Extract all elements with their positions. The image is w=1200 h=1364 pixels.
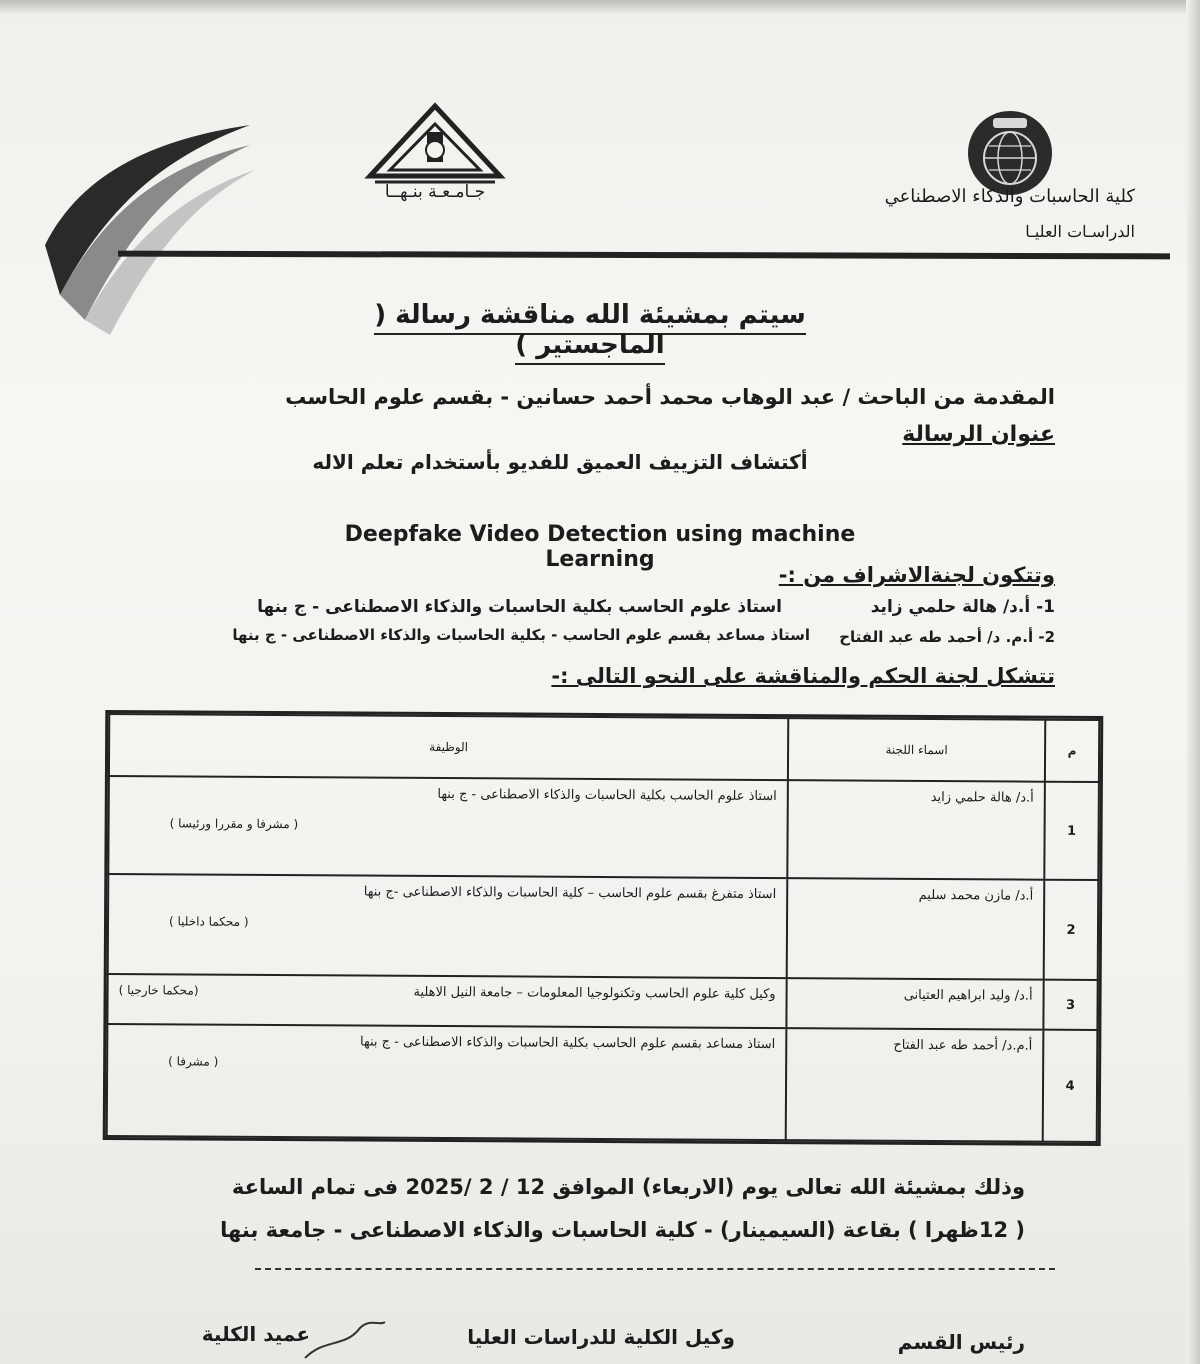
supervision-heading: وتتكون لجنةالاشراف من :- bbox=[778, 563, 1055, 587]
examination-heading: تتشكل لجنة الحكم والمناقشة على النحو التالى :- bbox=[551, 664, 1055, 688]
table-row bbox=[108, 874, 1099, 980]
row-name: أ.د/ مازن محمد سليم bbox=[787, 878, 1045, 980]
supervisor-2-role: استاذ مساعد بقسم علوم الحاسب - بكلية الحاسبات والذكاء الاصطناعى - ج بنها bbox=[232, 626, 810, 644]
header-divider bbox=[118, 251, 1170, 260]
table-row bbox=[107, 1024, 1098, 1142]
header-num: م bbox=[1045, 720, 1099, 782]
examination-committee-table bbox=[103, 710, 1104, 1146]
job-text: استاذ متفرغ بقسم علوم الحاسب – كلية الحاسبات والذكاء الاصطناعى -ج بنها bbox=[363, 884, 777, 903]
announcement-headline bbox=[320, 300, 860, 360]
row-num: 4 bbox=[1043, 1030, 1098, 1142]
vice-dean-signature-label: وكيل الكلية للدراسات العليا bbox=[467, 1325, 735, 1349]
table-header-row bbox=[109, 714, 1099, 782]
row-num: 2 bbox=[1044, 880, 1099, 980]
paper-right-edge bbox=[1186, 0, 1200, 1364]
supervisor-1-role: استاذ علوم الحاسب بكلية الحاسبات والذكاء الاصطناعى - ج بنها bbox=[257, 597, 782, 617]
role-note: (محكما خارجيا ) bbox=[118, 983, 199, 998]
thesis-title-arabic: أكتشاف التزييف العميق للفديو بأستخدام تعلم الاله bbox=[312, 450, 808, 474]
row-job bbox=[108, 874, 788, 978]
closing-venue-line: ( 12ظهرا ) بقاعة (السيمينار) - كلية الحاسبات والذكاء الاصطناعى - جامعة بنها bbox=[220, 1218, 1025, 1242]
job-text: استاذ مساعد بقسم علوم الحاسب بكلية الحاسبات والذكاء الاصطناعى - ج بنها bbox=[360, 1034, 776, 1053]
table-row bbox=[108, 776, 1099, 880]
role-note: ( مشرفا ) bbox=[168, 1054, 219, 1069]
faculty-seal-logo bbox=[965, 108, 1055, 198]
paper-top-edge bbox=[0, 0, 1200, 14]
handwritten-signature bbox=[300, 1318, 390, 1364]
decorative-swoosh-graphic bbox=[0, 80, 260, 340]
table-row bbox=[107, 974, 1097, 1030]
row-name: أ.م.د/ أحمد طه عبد الفتاح bbox=[786, 1028, 1044, 1142]
role-note: ( محكما داخليا ) bbox=[168, 914, 249, 929]
thesis-title-label: عنوان الرسالة bbox=[902, 422, 1055, 447]
role-note: ( مشرفا و مقررا ورئيسا ) bbox=[169, 816, 299, 832]
header-name: اسماء اللجنة bbox=[788, 718, 1045, 782]
header-job: الوظيفة bbox=[109, 714, 788, 780]
job-text: وكيل كلية علوم الحاسب وتكنولوجيا المعلومات – جامعة النيل الاهلية bbox=[413, 984, 776, 1003]
researcher-line: المقدمة من الباحث / عبد الوهاب محمد أحمد حسانين - بقسم علوم الحاسب bbox=[285, 385, 1055, 409]
supervisor-1-label: 1- أ.د/ هالة حلمي زايد bbox=[870, 597, 1055, 617]
row-job bbox=[108, 776, 788, 878]
row-name: أ.د/ وليد ابراهيم العتيانى bbox=[786, 978, 1043, 1030]
faculty-department: الدراسـات العليـا bbox=[1025, 222, 1135, 241]
closing-date-line: وذلك بمشيئة الله تعالى يوم (الاربعاء) الموافق 12 / 2 /2025 فى تمام الساعة bbox=[231, 1175, 1025, 1199]
supervisor-2-label: 2- أ.م. د/ أحمد طه عبد الفتاح bbox=[839, 628, 1055, 646]
university-caption: جـامـعـة بنـهــا bbox=[384, 182, 486, 202]
dept-head-signature-label: رئيس القسم bbox=[897, 1330, 1025, 1354]
row-num: 3 bbox=[1043, 980, 1097, 1030]
dean-signature-label: عميد الكلية bbox=[201, 1322, 310, 1346]
thesis-title-english: Deepfake Video Detection using machine Learning bbox=[344, 522, 856, 572]
row-name: أ.د/ هالة حلمي زايد bbox=[787, 780, 1045, 880]
dashed-separator bbox=[255, 1268, 1055, 1270]
row-job bbox=[107, 1024, 787, 1140]
headline-text: سيتم بمشيئة الله مناقشة رسالة ( الماجستير ) bbox=[374, 300, 806, 365]
row-job bbox=[107, 974, 786, 1028]
faculty-name: كلية الحاسبات والذكاء الاصطناعي bbox=[884, 186, 1135, 207]
row-num: 1 bbox=[1044, 782, 1099, 880]
job-text: استاذ علوم الحاسب بكلية الحاسبات والذكاء الاصطناعى - ج بنها bbox=[437, 786, 777, 805]
committee-grid bbox=[106, 713, 1101, 1143]
